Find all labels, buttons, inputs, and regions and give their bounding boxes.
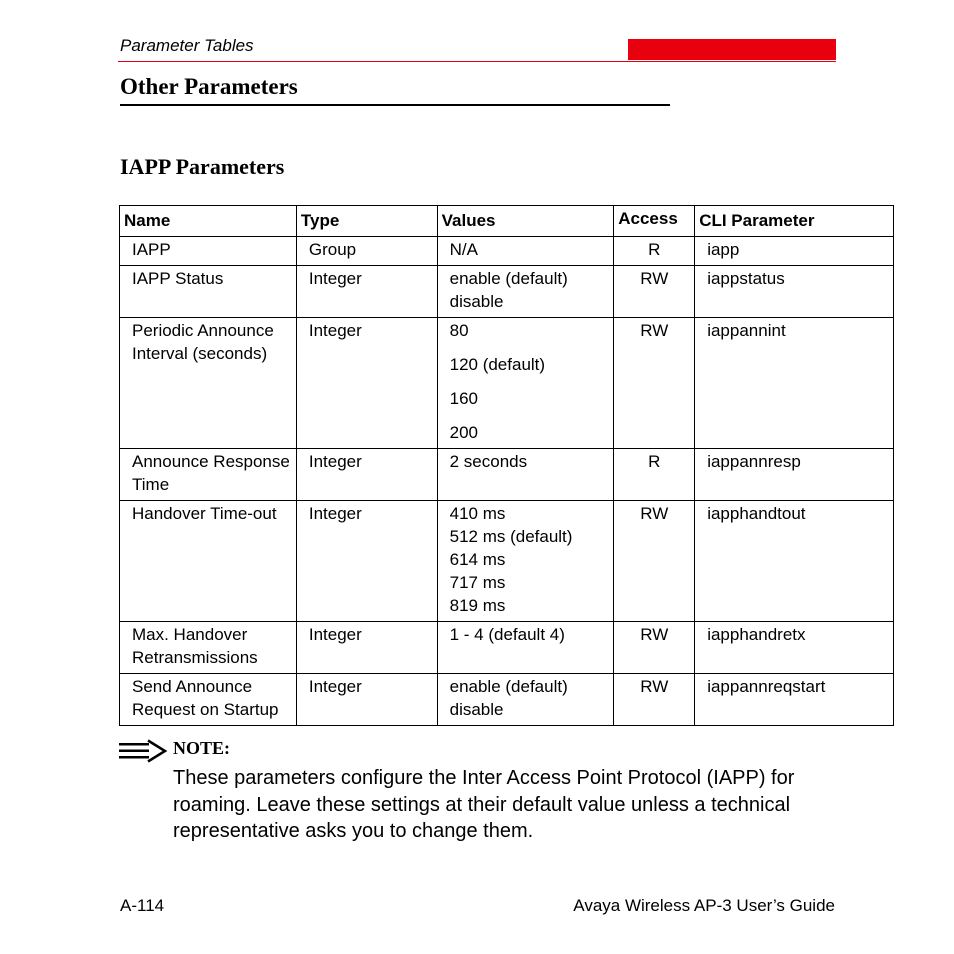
cell-cli: iappannresp bbox=[695, 449, 894, 501]
cell-name: Max. Handover Retransmissions bbox=[120, 622, 297, 674]
page-number: A-114 bbox=[120, 896, 165, 915]
subsection-title: IAPP Parameters bbox=[120, 154, 285, 179]
value-line: 512 ms (default) bbox=[449, 527, 573, 546]
cell-name: Handover Time-out bbox=[120, 501, 297, 622]
cell-cli: iappstatus bbox=[695, 266, 894, 318]
running-header: Parameter Tables bbox=[120, 36, 254, 55]
value-line: 614 ms bbox=[449, 550, 506, 569]
cell-access: RW bbox=[614, 674, 695, 726]
cell-name: Announce Response Time bbox=[120, 449, 297, 501]
value-line: disable bbox=[449, 700, 504, 719]
column-header-cli: CLI Parameter bbox=[695, 206, 894, 237]
cell-cli: iapphandretx bbox=[695, 622, 894, 674]
cell-access: RW bbox=[614, 266, 695, 318]
table-row bbox=[120, 449, 894, 501]
table-row bbox=[120, 501, 894, 622]
column-header-name: Name bbox=[120, 206, 297, 237]
value-line: 200 bbox=[449, 423, 478, 442]
value-line: 120 (default) bbox=[449, 355, 546, 374]
cell-cli: iapp bbox=[695, 237, 894, 266]
cell-type: Integer bbox=[296, 449, 437, 501]
table-header-row bbox=[120, 206, 894, 237]
table-row bbox=[120, 674, 894, 726]
cell-values bbox=[437, 449, 614, 501]
value-line: 160 bbox=[449, 389, 478, 408]
cell-values bbox=[437, 237, 614, 266]
cell-cli: iappannint bbox=[695, 318, 894, 449]
cell-name: Periodic Announce Interval (seconds) bbox=[120, 318, 297, 449]
cell-values bbox=[437, 318, 614, 449]
note-text: These parameters configure the Inter Access Point Protocol (IAPP) for roaming. Leave these settings at their default value unless a technical representative asks you to change them. bbox=[173, 767, 795, 842]
cell-access: R bbox=[614, 237, 695, 266]
column-header-type: Type bbox=[296, 206, 437, 237]
cell-name: IAPP bbox=[120, 237, 297, 266]
value-line: disable bbox=[449, 292, 504, 311]
cell-values bbox=[437, 266, 614, 318]
header-accent-bar bbox=[628, 39, 836, 60]
cell-access: RW bbox=[614, 318, 695, 449]
cell-type: Integer bbox=[296, 622, 437, 674]
cell-type: Integer bbox=[296, 266, 437, 318]
value-line: 2 seconds bbox=[449, 452, 528, 471]
table-row bbox=[120, 318, 894, 449]
table-row bbox=[120, 237, 894, 266]
value-line: 410 ms bbox=[449, 504, 506, 523]
section-title: Other Parameters bbox=[120, 74, 298, 99]
cell-cli: iapphandtout bbox=[695, 501, 894, 622]
column-header-values: Values bbox=[437, 206, 614, 237]
value-line: 1 - 4 (default 4) bbox=[449, 625, 565, 644]
cell-name: Send Announce Request on Startup bbox=[120, 674, 297, 726]
value-line: N/A bbox=[449, 240, 478, 259]
section-rule bbox=[120, 104, 670, 106]
cell-type: Integer bbox=[296, 501, 437, 622]
iapp-parameters-table bbox=[119, 205, 894, 726]
table-row bbox=[120, 266, 894, 318]
value-line: 819 ms bbox=[449, 596, 506, 615]
cell-values bbox=[437, 501, 614, 622]
cell-type: Integer bbox=[296, 318, 437, 449]
cell-access: R bbox=[614, 449, 695, 501]
cell-type: Integer bbox=[296, 674, 437, 726]
cell-type: Group bbox=[296, 237, 437, 266]
note-label: NOTE: bbox=[173, 738, 231, 758]
cell-cli: iappannreqstart bbox=[695, 674, 894, 726]
cell-values bbox=[437, 622, 614, 674]
cell-values bbox=[437, 674, 614, 726]
value-line: enable (default) bbox=[449, 677, 568, 696]
header-rule bbox=[118, 61, 836, 62]
book-title: Avaya Wireless AP-3 User’s Guide bbox=[573, 896, 835, 915]
table-row bbox=[120, 622, 894, 674]
table-body bbox=[120, 237, 894, 726]
cell-name: IAPP Status bbox=[120, 266, 297, 318]
value-line: 80 bbox=[449, 321, 469, 340]
note-arrow-icon bbox=[118, 739, 168, 763]
column-header-access: Access bbox=[614, 206, 695, 237]
value-line: enable (default) bbox=[449, 269, 568, 288]
cell-access: RW bbox=[614, 622, 695, 674]
value-line: 717 ms bbox=[449, 573, 506, 592]
cell-access: RW bbox=[614, 501, 695, 622]
